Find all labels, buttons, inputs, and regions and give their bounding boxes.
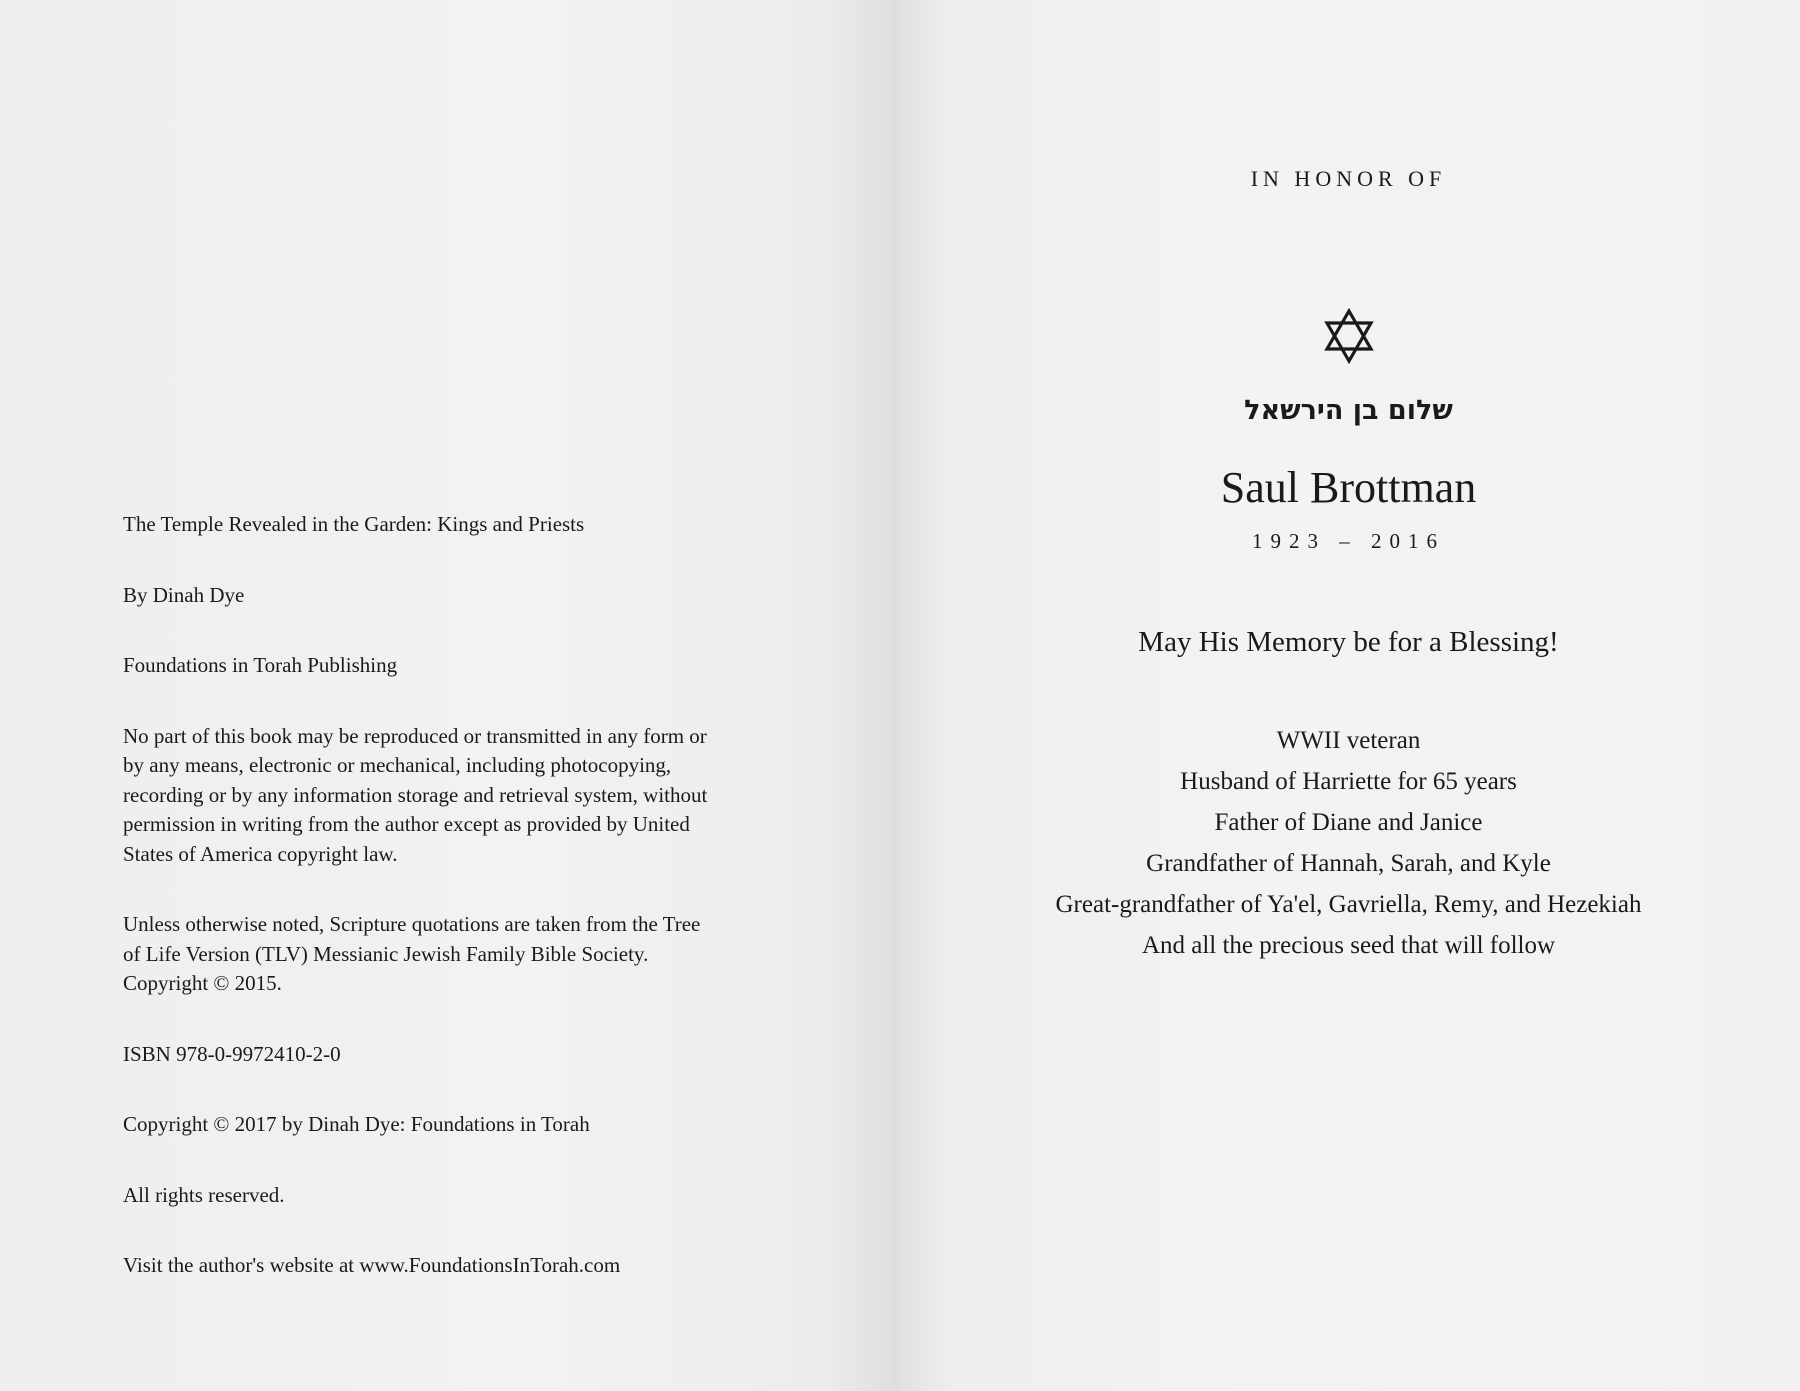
- copyright-block: [123, 510, 723, 1322]
- isbn-line: ISBN 978-0-9972410-2-0: [123, 1041, 341, 1066]
- family-line: And all the precious seed that will follow: [1141, 932, 1556, 959]
- copyright-line: Copyright © 2017 by Dinah Dye: Foundations in Torah: [123, 1112, 590, 1136]
- family-line: Husband of Harriette for 65 years: [1180, 768, 1517, 795]
- hebrew-name: שלום בן הירשאל: [1244, 395, 1453, 426]
- website-line: Visit the author's website at www.FoundationsInTorah.com: [123, 1253, 621, 1277]
- family-line: Great-grandfather of Ya'el, Gavriella, Remy, and Hezekiah: [1055, 891, 1642, 918]
- family-line: WWII veteran: [1276, 727, 1421, 754]
- copyright-page: [0, 0, 897, 1391]
- publisher-line: Foundations in Torah Publishing: [123, 653, 398, 677]
- family-line: Grandfather of Hannah, Sarah, and Kyle: [1146, 850, 1551, 877]
- dedication-page: [897, 0, 1800, 1391]
- author-line: By Dinah Dye: [123, 582, 245, 607]
- blessing-line: May His Memory be for a Blessing!: [1138, 626, 1559, 658]
- star-of-david-icon: [1321, 308, 1377, 364]
- family-line: Father of Diane and Janice: [1214, 809, 1483, 836]
- book-title-line: The Temple Revealed in the Garden: Kings and Priests: [123, 512, 585, 536]
- life-dates: 1923 – 2016: [1252, 529, 1445, 553]
- scripture-notice: Unless otherwise noted, Scripture quotations are taken from the Tree of Life Version (TLV) Messianic Jewish Family Bible Society. Copyright © 2015.: [123, 912, 701, 995]
- reserved-line: All rights reserved.: [123, 1182, 285, 1207]
- honor-heading: IN HONOR OF: [1250, 166, 1447, 191]
- rights-notice: No part of this book may be reproduced or transmitted in any form or by any means, electronic or mechanical, including photocopying, recording or by any information storage and retrieval system, without permission in writing from the author except as provided by United States of America copyright law.: [123, 723, 708, 866]
- honoree-name: Saul Brottman: [1220, 463, 1477, 512]
- family-list: [897, 720, 1800, 966]
